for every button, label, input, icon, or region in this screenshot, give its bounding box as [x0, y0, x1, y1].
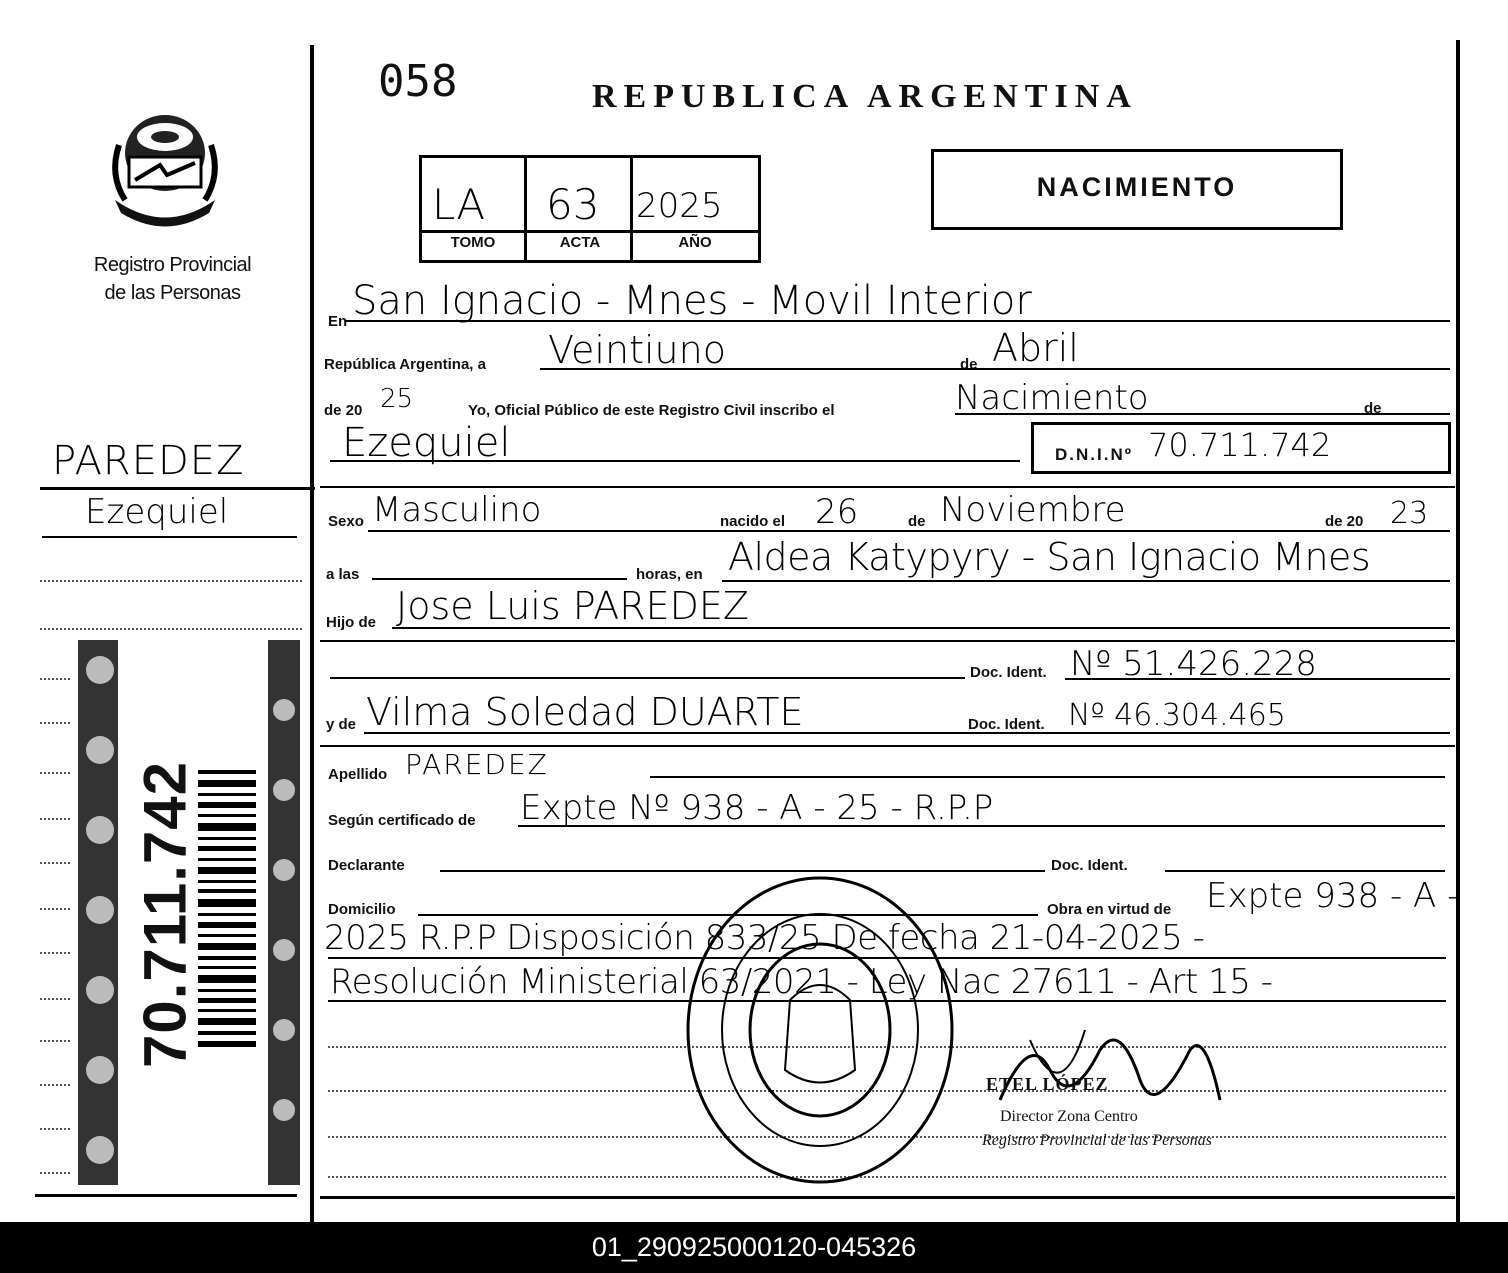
sidebar-dotted-line — [40, 580, 302, 582]
de-label-3: de — [908, 513, 926, 530]
row-line — [330, 460, 1020, 462]
anio-value: 2025 — [636, 186, 723, 226]
row-line — [518, 825, 1445, 827]
birth-day-value: 26 — [815, 492, 859, 532]
acta-value: 63 — [546, 180, 600, 229]
barcode-number: 70.711.742 — [131, 761, 199, 1068]
document-title: REPUBLICA ARGENTINA — [592, 78, 1138, 115]
act-type-label: NACIMIENTO — [1036, 172, 1238, 202]
sidebar-dotted-line — [40, 1172, 70, 1174]
sidebar-bottom-rule — [35, 1194, 297, 1197]
signer-org: Registro Provincial de las Personas — [982, 1132, 1212, 1149]
sidebar-dotted-line — [40, 862, 70, 864]
act-kind-value: Nacimiento — [955, 378, 1149, 418]
document-code-footer: 01_290925000120-045326 — [0, 1222, 1508, 1273]
sidebar-dotted-line — [40, 678, 70, 680]
place-value: San Ignacio - Mnes - Movil Interior — [352, 278, 1032, 324]
alas-label: a las — [326, 566, 360, 583]
row-line — [364, 732, 1450, 734]
sidebar-underline — [42, 536, 297, 538]
obra-line-3: Resolución Ministerial 63/2021 - Ley Nac 27611 - Art 15 - — [330, 962, 1273, 1002]
sidebar-dotted-line — [40, 722, 70, 724]
sidebar-dotted-line — [40, 952, 70, 954]
obra-label: Obra en virtud de — [1047, 901, 1172, 918]
doc-ident-label-3: Doc. Ident. — [1051, 857, 1128, 874]
domicilio-label: Domicilio — [328, 901, 396, 918]
father-doc-value: Nº 51.426.228 — [1070, 644, 1317, 684]
sidebar-divider — [40, 487, 315, 490]
row-line — [372, 578, 627, 580]
row-line — [345, 320, 1450, 322]
sidebar-dotted-line — [40, 628, 302, 630]
row-line — [540, 368, 1450, 370]
sidebar-dotted-line — [40, 818, 70, 820]
signer-name: ETEL LÓPEZ — [986, 1074, 1109, 1094]
anio-label: AÑO — [678, 234, 712, 251]
mother-value: Vilma Soledad DUARTE — [366, 690, 804, 734]
certificado-value: Expte Nº 938 - A - 25 - R.P.P — [520, 788, 994, 828]
mother-doc-value: Nº 46.304.465 — [1068, 698, 1286, 733]
segun-label: Según certificado de — [328, 812, 476, 829]
declarante-label: Declarante — [328, 857, 405, 874]
child-name-value: Ezequiel — [342, 420, 511, 466]
signer-role: Director Zona Centro — [1000, 1108, 1138, 1125]
row-line — [392, 627, 1450, 629]
day-words-value: Veintiuno — [548, 328, 726, 372]
yo-text: Yo, Oficial Público de este Registro Civil inscribo el — [468, 402, 835, 419]
coat-of-arms-emblem — [105, 105, 225, 230]
acta-label: ACTA — [559, 234, 601, 251]
row-line — [1065, 678, 1450, 680]
left-border — [310, 45, 314, 1223]
dni-value: 70.711.742 — [1148, 426, 1332, 464]
sidebar-dotted-line — [40, 772, 70, 774]
doc-ident-label-2: Doc. Ident. — [968, 716, 1045, 733]
official-stamp — [680, 870, 960, 1190]
org-name-line2: de las Personas — [104, 282, 241, 304]
nacido-label: nacido el — [720, 513, 786, 530]
obra-value: Expte 938 - A - — [1206, 876, 1460, 916]
sidebar-given-name: Ezequiel — [85, 492, 229, 532]
year-prefix-label: de 20 — [324, 402, 363, 419]
tomo-label: TOMO — [450, 234, 496, 251]
tomo-value: LA — [432, 180, 486, 229]
sidebar-dotted-line — [40, 998, 70, 1000]
dni-label: D.N.I.Nº — [1055, 445, 1133, 464]
year-suffix-value: 25 — [380, 384, 414, 414]
sexo-label: Sexo — [328, 513, 364, 530]
birth-year-suffix-value: 23 — [1390, 496, 1429, 531]
row-divider — [320, 486, 1455, 488]
row-divider — [320, 745, 1455, 747]
sidebar-dotted-line — [40, 908, 70, 910]
month-value: Abril — [992, 326, 1079, 370]
row-divider — [320, 640, 1455, 642]
de-label: de — [960, 356, 978, 373]
sexo-value: Masculino — [372, 490, 542, 530]
row-line — [955, 413, 1450, 415]
en-label: En — [328, 313, 348, 330]
serial-number: 058 — [378, 56, 458, 107]
sidebar-dotted-line — [40, 1128, 70, 1130]
father-value: Jose Luis PAREDEZ — [396, 584, 749, 628]
sidebar-dotted-line — [40, 1040, 70, 1042]
row-line — [722, 580, 1450, 582]
row-line — [368, 530, 1450, 532]
sidebar-dotted-line — [40, 1084, 70, 1086]
doc-ident-label-1: Doc. Ident. — [970, 664, 1047, 681]
de-label-2: de — [1364, 400, 1382, 417]
hijo-label: Hijo de — [326, 614, 377, 631]
sidebar-surname: PAREDEZ — [52, 438, 245, 484]
bottom-rule — [320, 1196, 1455, 1199]
obra-line-2: 2025 R.P.P Disposición 833/25 De fecha 21-04-2025 - — [324, 918, 1205, 958]
row-line — [650, 776, 1445, 778]
row-line — [330, 677, 965, 679]
yde-label: y de — [326, 716, 357, 733]
right-border — [1456, 40, 1460, 1223]
apellido-value: PAREDEZ — [405, 748, 549, 781]
apellido-label: Apellido — [328, 766, 388, 783]
row-line — [1165, 870, 1445, 872]
horas-label: horas, en — [636, 566, 703, 583]
de20-label: de 20 — [1325, 513, 1364, 530]
org-name-line1: Registro Provincial — [93, 254, 252, 276]
republica-label: República Argentina, a — [324, 356, 486, 373]
birth-month-value: Noviembre — [940, 490, 1126, 530]
birth-place-value: Aldea Katypyry - San Ignacio Mnes — [728, 535, 1371, 579]
